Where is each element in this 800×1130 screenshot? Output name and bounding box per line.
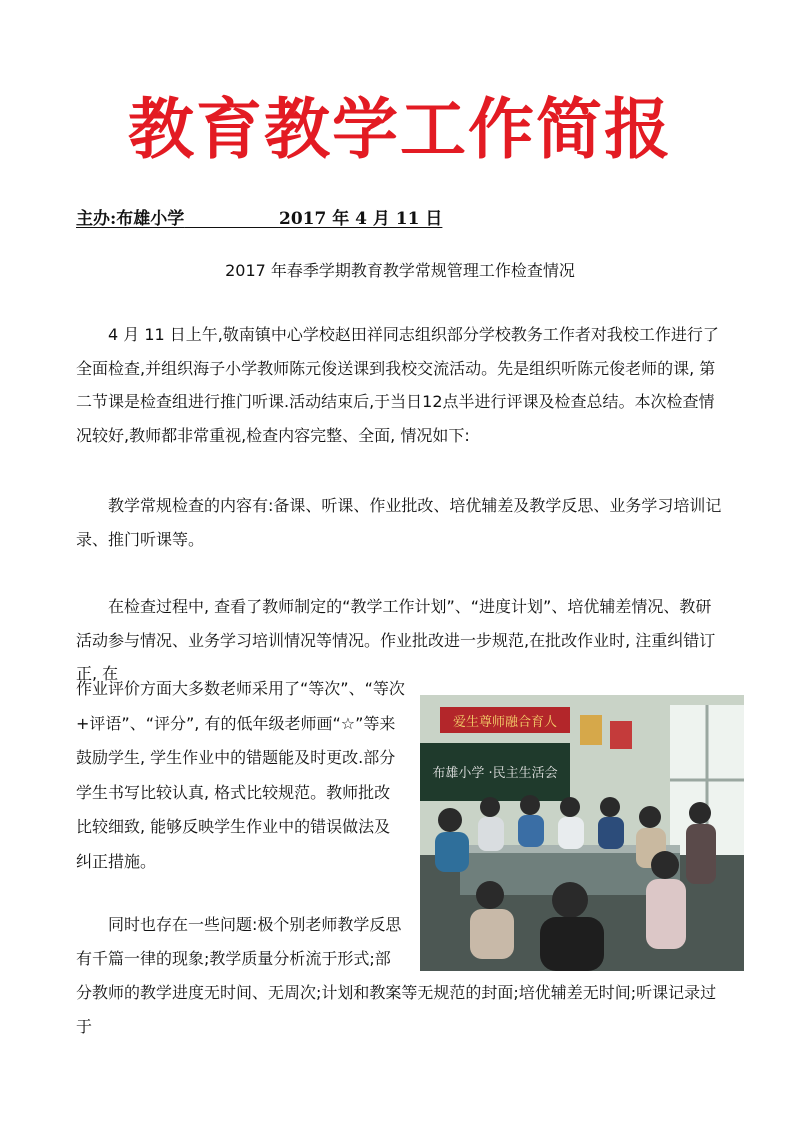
photo-banner-text: 爱生尊师融合育人 [452, 715, 558, 730]
meeting-photo [420, 695, 744, 971]
paragraph-inspection-scope: 教学常规检查的内容有:备课、听课、作业批改、培优辅差及教学反思、业务学习培训记录、推门听课等。 [76, 496, 722, 549]
problems-tail-text: 分教师的教学进度无时间、无周次;计划和教案等无规范的封面;培优辅差无时间;听课记录过于 [76, 983, 717, 1036]
paragraph-inspection-intro: 4 月 11 日上午,敬南镇中心学校赵田祥同志组织部分学校教务工作者对我校工作进行了全面检查,并组织海子小学教师陈元俊送课到我校交流活动。先是组织听陈元俊老师的课, 第二节课是检查组进行推门听课.活动结束后,于当日12点半进行评课及检查总结。本次检查情况较好,教师都非常重视,检查内容完整、全面, 情况如下: [76, 325, 719, 445]
issue-date: 2017 年 4 月 11 日 [278, 209, 443, 229]
paragraph-findings-continued: 作业评价方面大多数老师采用了“等次”、“等次+评语”、“评分”, 有的低年级老师画“☆”等来鼓励学生, 学生作业中的错题能及时更改.部分学生书写比较认真, 格式比较规范。教师批改比较细致, 能够反映学生作业中的错误做法及纠正措施。 [76, 679, 405, 871]
host-school: 主办:布雄小学 [76, 209, 185, 229]
masthead-title: 教育教学工作简报 [128, 90, 672, 168]
problems-side-text: 同时也存在一些问题:极个别老师教学反思有千篇一律的现象;教学质量分析流于形式;部 [76, 915, 402, 968]
article-headline: 2017 年春季学期教育教学常规管理工作检查情况 [225, 261, 575, 280]
photo-board-text: 布雄小学 ·民主生活会 [432, 766, 558, 781]
issue-meta [76, 204, 442, 229]
paragraph-inspection-findings: 在检查过程中, 查看了教师制定的“教学工作计划”、“进度计划”、培优辅差情况、教研活动参与情况、业务学习培训情况等情况。作业批改进一步规范,在批改作业时, 注重纠错订正, 在 [76, 597, 716, 684]
